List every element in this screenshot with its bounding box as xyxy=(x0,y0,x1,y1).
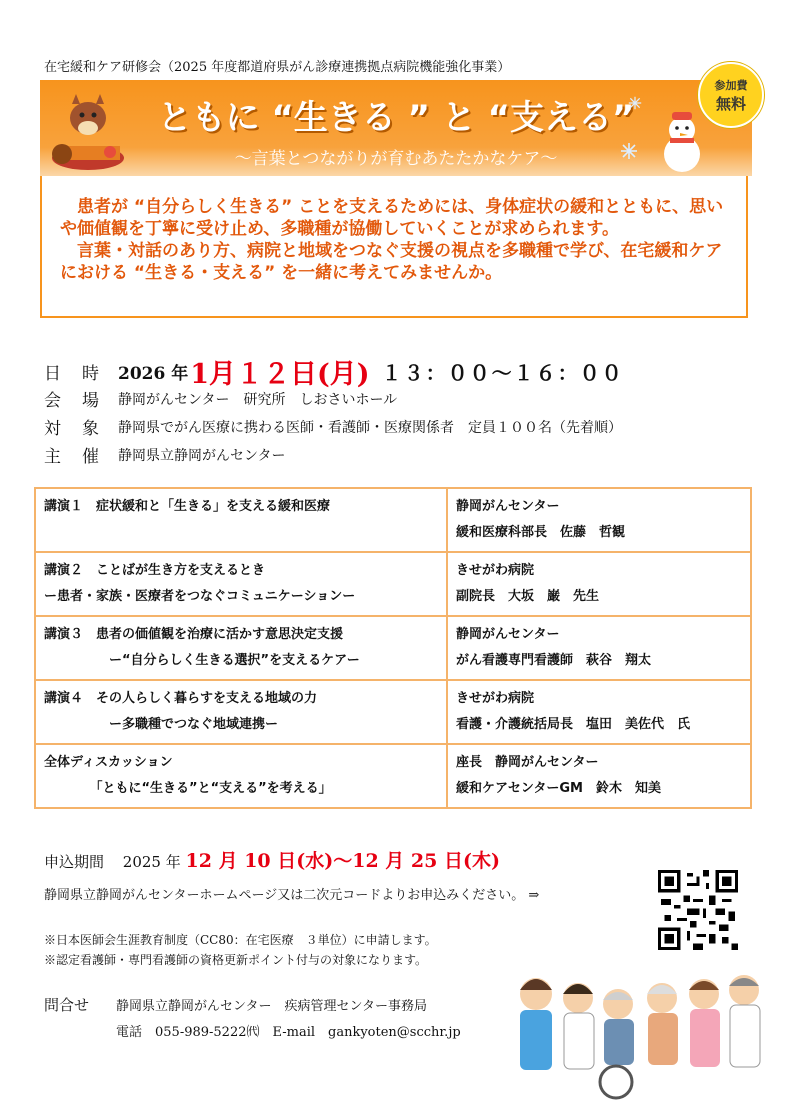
program-row xyxy=(35,744,751,808)
discussion-subtitle: 「ともに“生きる”と“支える”を考える」 xyxy=(44,781,332,796)
intro-paragraph-1: 患者が “自分らしく生きる” ことを支えるためには、身体症状の緩和とともに、思いや価値観を丁寧に受け止め、多職種が協働していくことが求められます。 xyxy=(60,197,724,239)
target-label: 対 象 xyxy=(44,419,101,439)
host-value: 静岡県立静岡がんセンター xyxy=(118,447,286,464)
notes xyxy=(44,930,437,970)
application-instructions: 静岡県立静岡がんセンターホームページ又は二次元コードよりお申込みください。 ⇒ xyxy=(44,888,540,903)
application-period xyxy=(44,846,500,873)
lecture-subtitle xyxy=(44,520,438,546)
contact-org: 静岡県立静岡がんセンター 疾病管理センター事務局 xyxy=(116,999,427,1014)
period-year: 2025 年 xyxy=(122,853,181,871)
date-time: １３：００〜１６：００ xyxy=(381,361,624,385)
lecture-cell xyxy=(35,488,447,552)
contact-phone-email: 電話 055-989-5222㈹ E-mail gankyoten@scchr.jp xyxy=(116,1025,461,1040)
lecture-cell xyxy=(35,616,447,680)
care-team-illustration xyxy=(506,954,766,1104)
lecture-subtitle: ー“自分らしく生きる選択”を支えるケアー xyxy=(44,653,360,668)
chair-name: 緩和ケアセンターGM 鈴木 知美 xyxy=(456,781,661,796)
lecture-title: 講演１ 症状緩和と「生きる」を支える緩和医療 xyxy=(44,499,331,514)
speaker-cell xyxy=(447,488,751,552)
discussion-cell xyxy=(35,744,447,808)
lecture-subtitle: ー多職種でつなぐ地域連携ー xyxy=(44,717,279,732)
venue-label: 会 場 xyxy=(44,391,101,411)
lecture-title: 講演４ その人らしく暮らすを支える地域の力 xyxy=(44,691,318,706)
speaker-name: がん看護専門看護師 萩谷 翔太 xyxy=(456,653,652,668)
title-banner xyxy=(40,80,752,176)
discussion-title: 全体ディスカッション xyxy=(44,755,173,770)
note-nurse-credit: ※認定看護師・専門看護師の資格更新ポイント付与の対象になります。 xyxy=(44,953,428,967)
program-row xyxy=(35,488,751,552)
period-label: 申込期間 xyxy=(44,853,105,871)
speaker-affiliation: きせがわ病院 xyxy=(456,563,535,578)
venue-value: 静岡がんセンター 研究所 しおさいホール xyxy=(118,391,398,408)
host-row xyxy=(44,442,285,467)
contact-label: 問合せ xyxy=(44,996,90,1014)
speaker-name: 緩和医療科部長 佐藤 哲観 xyxy=(456,525,626,540)
program-row xyxy=(35,616,751,680)
chair-affiliation: 座長 静岡がんセンター xyxy=(456,755,599,770)
lecture-title: 講演３ 患者の価値観を治療に活かす意思決定支援 xyxy=(44,627,344,642)
speaker-cell xyxy=(447,616,751,680)
event-series-subtitle: 在宅緩和ケア研修会（2025 年度都道府県がん診療連携拠点病院機能強化事業） xyxy=(44,60,511,75)
date-label: 日 時 xyxy=(44,364,101,384)
venue-row xyxy=(44,386,397,411)
target-row xyxy=(44,414,622,439)
fee-label: 参加費 xyxy=(714,78,748,92)
snowflake-icon xyxy=(620,142,638,160)
note-cme: ※日本医師会生涯教育制度（CC80：在宅医療 ３単位）に申請します。 xyxy=(44,933,437,947)
contact-section xyxy=(44,992,461,1046)
date-day: 1月１２日(月) xyxy=(190,359,370,390)
intro-paragraph-2: 言葉・対話のあり方、病院と地域をつなぐ支援の視点を多職種で学び、在宅緩和ケアにおける “生きる・支える” を一緒に考えてみませんか。 xyxy=(60,241,723,283)
speaker-affiliation: 静岡がんセンター xyxy=(456,627,560,642)
target-value: 静岡県でがん医療に携わる医師・看護師・医療関係者 定員１００名（先着順） xyxy=(118,419,622,436)
program-row xyxy=(35,680,751,744)
lecture-title: 講演２ ことばが生き方を支えるとき xyxy=(44,563,266,578)
speaker-name: 看護・介護統括局長 塩田 美佐代 氏 xyxy=(456,717,691,732)
event-title: ともに “生きる ” と “支える” xyxy=(157,98,635,138)
free-admission-badge xyxy=(698,62,764,128)
period-range: 12 月 10 日(水)〜12 月 25 日(木) xyxy=(185,850,500,872)
lecture-cell xyxy=(35,552,447,616)
speaker-name: 副院長 大坂 巌 先生 xyxy=(456,589,600,604)
speaker-cell xyxy=(447,552,751,616)
date-year: 2026 年 xyxy=(118,364,189,384)
event-tagline: 〜言葉とつながりが育むあたたかなケア〜 xyxy=(234,149,558,169)
speaker-affiliation: 静岡がんセンター xyxy=(456,499,560,514)
fee-value: 無料 xyxy=(715,94,746,113)
speaker-cell xyxy=(447,680,751,744)
lecture-subtitle: ー患者・家族・医療者をつなぐコミュニケーションー xyxy=(44,589,356,604)
program-table xyxy=(34,487,752,809)
qr-code[interactable] xyxy=(658,870,738,950)
snowflake-icon xyxy=(628,96,642,110)
intro-box xyxy=(40,176,748,318)
chair-cell xyxy=(447,744,751,808)
host-label: 主 催 xyxy=(44,447,101,467)
program-row xyxy=(35,552,751,616)
lecture-cell xyxy=(35,680,447,744)
speaker-affiliation: きせがわ病院 xyxy=(456,691,535,706)
snowman-illustration xyxy=(652,108,712,174)
